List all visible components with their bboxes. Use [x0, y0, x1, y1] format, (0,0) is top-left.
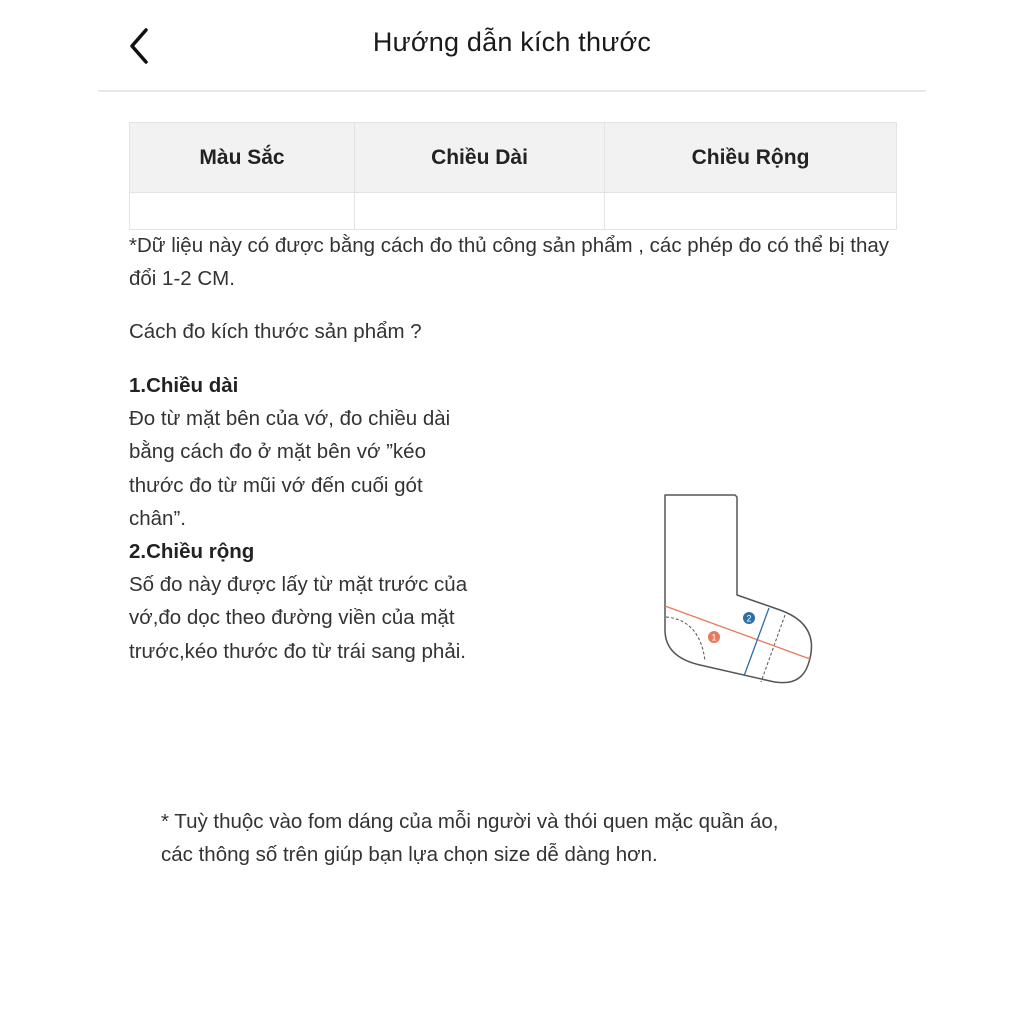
measurement-disclaimer: *Dữ liệu này có được bằng cách đo thủ công sản phẩm , các phép đo có thể bị thay đổi 1-2 CM. [129, 234, 890, 290]
step-2-line: trước,kéo thước đo từ trái sang phải. [129, 639, 466, 663]
svg-text:2: 2 [746, 613, 752, 624]
column-header-length: Chiều Dài [355, 123, 605, 193]
table-cell [355, 193, 605, 230]
table-header-row [130, 123, 897, 193]
measurement-steps [129, 369, 509, 668]
step-1-heading: 1.Chiều dài [129, 374, 239, 397]
step-2-line: Số đo này được lấy từ mặt trước của [129, 573, 468, 597]
step-1-line: thước đo từ mũi vớ đến cuối gót [129, 473, 423, 497]
step-1-line: bằng cách đo ở mặt bên vớ ”kéo [129, 440, 426, 464]
column-header-color: Màu Sắc [130, 123, 355, 193]
footnote-line: các thông số trên giúp bạn lựa chọn size dễ dàng hơn. [161, 843, 658, 866]
table-cell [605, 193, 897, 230]
sock-diagram [640, 480, 820, 690]
column-header-width: Chiều Rộng [605, 123, 897, 193]
step-2-line: vớ,đo dọc theo đường viền của mặt [129, 606, 455, 630]
step-1-line: Đo từ mặt bên của vớ, đo chiều dài [129, 407, 451, 431]
size-table [129, 122, 897, 230]
howto-title: Cách đo kích thước sản phẩm ? [129, 320, 422, 343]
table-cell [130, 193, 355, 230]
header-bar [98, 0, 926, 92]
step-1-line: chân”. [129, 506, 186, 530]
footnote-line: * Tuỳ thuộc vào fom dáng của mỗi người và thói quen mặc quần áo, [161, 810, 779, 833]
footnote [161, 805, 881, 871]
sock-measurement-diagram-icon [640, 480, 820, 690]
page-title: Hướng dẫn kích thước [372, 27, 652, 57]
svg-text:1: 1 [711, 632, 717, 643]
step-2-heading: 2.Chiều rộng [129, 540, 255, 564]
table-row [130, 193, 897, 230]
